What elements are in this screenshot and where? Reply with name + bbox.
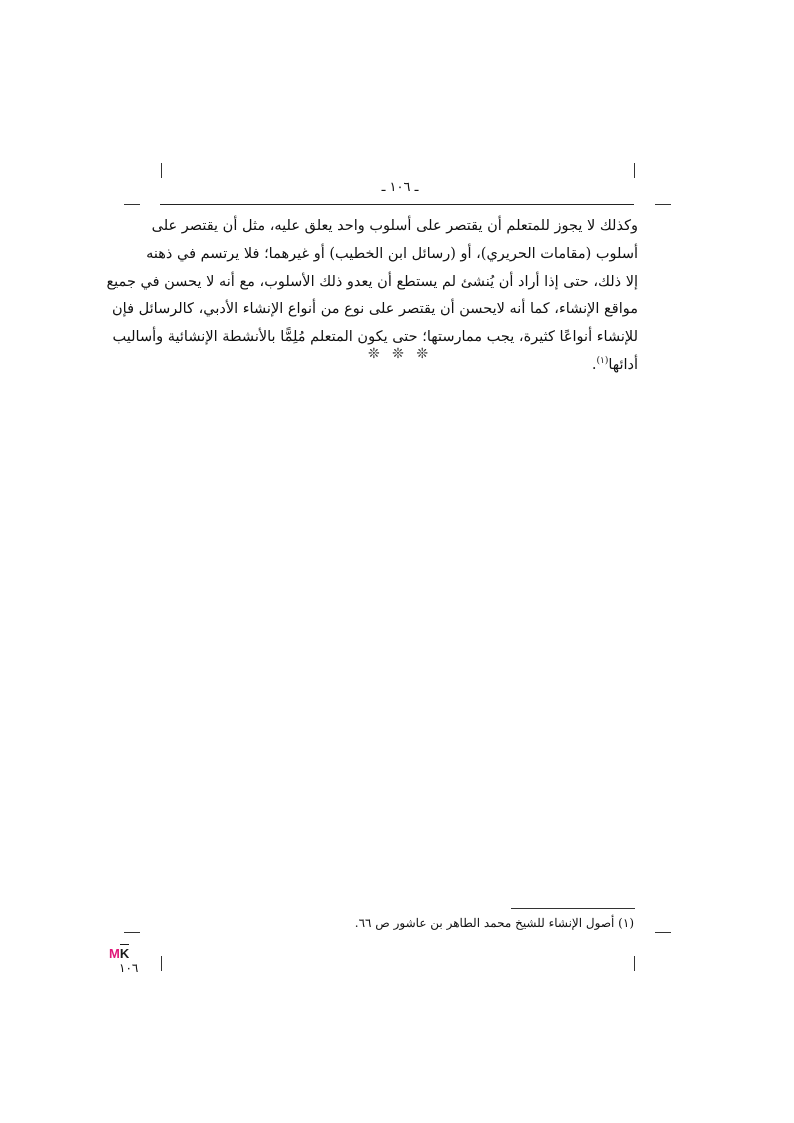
printer-mark-k: K [119,946,130,961]
crop-mark-left-lower [124,932,140,933]
section-separator: ❊ ❊ ❊ [367,346,433,362]
printer-mark-m: M [109,946,120,961]
crop-mark-right-lower [655,932,671,933]
crop-mark-top-left [161,163,162,178]
header-rule [160,204,634,205]
crop-mark-left-upper [124,204,140,205]
crop-mark-right-upper [655,204,671,205]
margin-page-number: ١٠٦ [119,961,139,975]
footnote-text: (١) أصول الإنشاء للشيخ محمد الطاهر بن عاشور ص ٦٦. [354,916,634,930]
last-line-end: . [591,356,597,373]
last-line-text: أدائها [608,356,638,373]
crop-mark-bottom-left [161,956,162,971]
printer-mark [109,947,129,960]
footnote-rule [511,908,635,909]
body-line: إلا ذلك، حتى إذا أراد أن يُنشئ لم يستطع أن يعدو ذلك الأسلوب، مع أنه لا يحسن في جميع [106,273,638,290]
body-line: وكذلك لا يجوز للمتعلم أن يقتصر على أسلوب واحد يعلق عليه، مثل أن يقتصر على [151,218,638,234]
crop-mark-bottom-right [634,956,635,971]
footnote-reference[interactable]: (١) [596,356,609,367]
body-line: أسلوب (مقامات الحريري)، أو (رسائل ابن الخطيب) أو غيرهما؛ فلا يرتسم في ذهنه [146,245,638,262]
page-number: ـ ١٠٦ ـ [381,180,419,195]
body-line: مواقع الإنشاء، كما أنه لايحسن أن يقتصر على نوع من أنواع الإنشاء الأدبي، كالرسائل فإن [112,301,638,318]
crop-mark-top-right [634,163,635,178]
body-line: للإنشاء أنواعًا كثيرة، يجب ممارستها؛ حتى يكون المتعلم مُلِمًّا بالأنشطة الإنشائية وأساليب [112,329,638,346]
